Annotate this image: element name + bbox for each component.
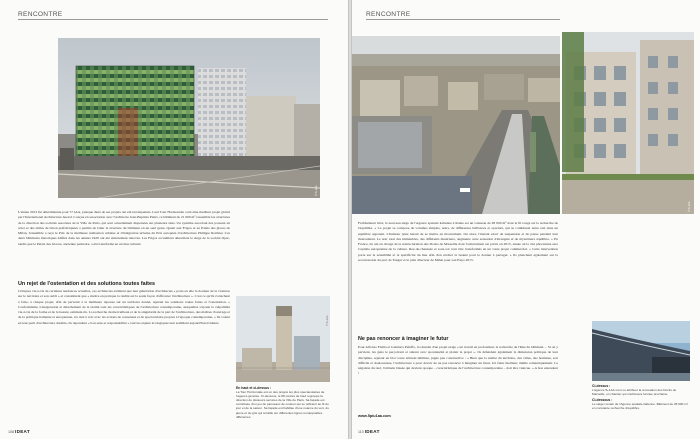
header-rule — [366, 19, 560, 20]
article-paragraph-2: Pour Alfonso Femia et Gianluca Peluffo, la réussite d'un projet exige « un travail en profondeur, la recherche de l'âme du bâtiment… Si on y parvient, les gens le perçoivent et sièrent avec spontanéité et plaisir le projet ». Ils défendent également la dimension politique de leur discipline, rejetant en bloc toute attitude nihiliste, jugée peu constructive : « Bien que la réalité du territoire, des villes, des hommes, soit difficile et douloureuse, l'architecture a pour devoir de ne pas renoncer à imaginer un futur. Un futur meilleur, même romantiquement. La négation du réel, l'attitude blasée qui devient opaque – caractéristique de l'architecture contemporaine – doit être vaincue. » A bon entendeur ! — [358, 345, 558, 376]
agence-spatiale-photo — [592, 321, 690, 381]
right-page — [352, 0, 700, 439]
article-paragraph-1: L'année 2013 fut déterminante pour 5+1AA, puisque deux de ses projets ont été récompensés. Leur Tour Horizontale a été élue meilleur projet global par l'International Architecture Award. Conçue en association avec l'architecte Jean-Baptiste Pietri, ce bâtiment de 21 000 m² rassemble les structures de la direction des sociétés associées de la Ville de Paris, qui sont actuellement dispersées sur plusieurs sites. Un système associant des poteaux en acier et des dalles de béton préfabriquées a permis de lalier la structure du bâtiment en un seul geste. Quant aux Frigos et au Palais des glaces de Milan, l'ensemble a reçu le Prix de la meilleure réalisation urbaine et d'intégration urbaine du Prix européen d'architecture Philippe Rotthier. Ces deux bâtiments historiques édifiés dans les années 1920 ont été entièrement rénovés. Les Frigos accueillent désormais le siège de la société Opec, tandis que le Palais des Glaces, ancienne patinoire, a été transformé en un lieu culturel. — [18, 210, 230, 246]
page-number: 108 — [8, 430, 14, 434]
building-facade-photo — [562, 32, 694, 214]
website-link[interactable]: www.5piu1aa.com — [358, 414, 391, 418]
caption-title: Ci-dessus : — [592, 384, 611, 388]
photo-caption — [592, 384, 690, 411]
tour-horizontale-photo — [58, 38, 320, 198]
magazine-name: IDEAT — [364, 429, 380, 434]
tower-photo — [236, 296, 330, 382]
docks-marseille-photo — [352, 36, 560, 214]
page-number: 110 — [358, 430, 364, 434]
photo-caption — [236, 386, 330, 419]
photo-credit: © 5+1AA — [688, 201, 691, 212]
caption-title: En haut et ci-dessus : — [236, 386, 272, 390]
caption-text: L'agence 5+1AA s'est vu attribuer la rénovation des Docks de Marseille, un chantier qui s'achèvera l'année prochaine. — [592, 388, 677, 397]
article-paragraph-1: Fraîchement livré, le nouveau siège de l'Agence spatiale italienne à Rome est un vaisseau de 28 000 m² dont le fil rouge est la recherche de l'équilibre. « Ce projet se compose de volumes simples, noirs, de différentes brillances et opacités, qui se combinent entre eux dans un équilibre apparent. L'humour juste tenant de se mettre en mouvement. Ou alors, l'instant exact de suspension et de pause pendant leur mouvement. Le noir total des immeubles, des différents matériaux, augmente cette sensation d'étrangeté et de mystérieux équilibre. » En France, ils ont en charge de la restructuration des Docks de Marseille dont l'achèvement est prévu en 2015, année où la cité phocéenne sera Capitale européenne de la culture. Rez-de-chaussée et sous-sol vont être transformés en un vaste projet commercial. « Cette intervention porte sur la sensibilité et la spécificité du lieu afin d'en révéler la beauté pour le donner à partager. » Ils planchent également sur la reconversion du port de Tanger et le plan directeur de Milan pour son Expo 2015. — [358, 221, 558, 263]
caption-text: La Tour Horizontale est un des projets les plus spectaculaires de l'agence génoise. Ci-dessous, le 88 mètres de haut regroupe la direction de plusieurs services de la Ville de Paris. Sa façade est constituée d'un jeu de panneaux de couleur qui se reflètent au fil du jour et de la saison. Sa façade est habillée d'une nuance du vert, du jaune et du gris qui scintille sur différentes lignes remarquables différentes. — [236, 390, 329, 419]
section-heading: Un rejet de l'ostentation et des solutions toutes faites — [18, 281, 155, 287]
section-label: RENCONTRE — [18, 11, 63, 18]
photo-credit-2: © 5+1AA — [326, 315, 329, 326]
section-label: RENCONTRE — [366, 11, 411, 18]
article-paragraph-2: Critiques vis-à-vis de certaines tendances actuelles, ces architectes estiment que leur génération d'architectes « porte en elle la douleur de la violence sur le territoire et son oubli » et considèrent que « mettre en pratique la réalité est la seule façon d'affronter l'architecture ». C'est ce qu'ils s'attachent à faire, à chaque projet, afin de parvenir à la meilleure réponse sur un territoire donné, rejetant les solutions toutes faites et l'ostentation. « Conformisme, transgression et détachement de la réalité sont les caractéristiques de l'architecture contemporaine, auxquelles s'ajoute la culpabilité vis-à-vis de la forme et de la beauté, estiment-ils. La recherche du merveilleux et de la singularité de la part de l'architecture, des maîtres d'ouvrage et de la politique italienne et européenne, n'a rien à voir avec les actions de consensus et de spectaculaire propres à l'époque contemporaine. » Ils voient en leur parti d'architecture durable, ils répondent « bon sens et responsabilité » tant les enjeux écologiques leur semblent aujourd'hui évidents. — [18, 289, 230, 325]
header-rule — [18, 19, 328, 20]
magazine-name: IDEAT — [15, 429, 30, 434]
left-page — [0, 0, 348, 439]
photo-credit: © 5+1AA — [315, 185, 318, 196]
caption-title-2: Ci-dessous : — [592, 398, 613, 403]
caption-text-2: Le siège romain de l'Agence spatiale italienne. Bâtiment de 28 000 m² en constante recherche d'équilibre. — [592, 402, 688, 411]
page-footer — [358, 429, 380, 434]
section-heading: Ne pas renoncer à imaginer le futur — [358, 336, 449, 342]
page-footer — [8, 429, 30, 434]
